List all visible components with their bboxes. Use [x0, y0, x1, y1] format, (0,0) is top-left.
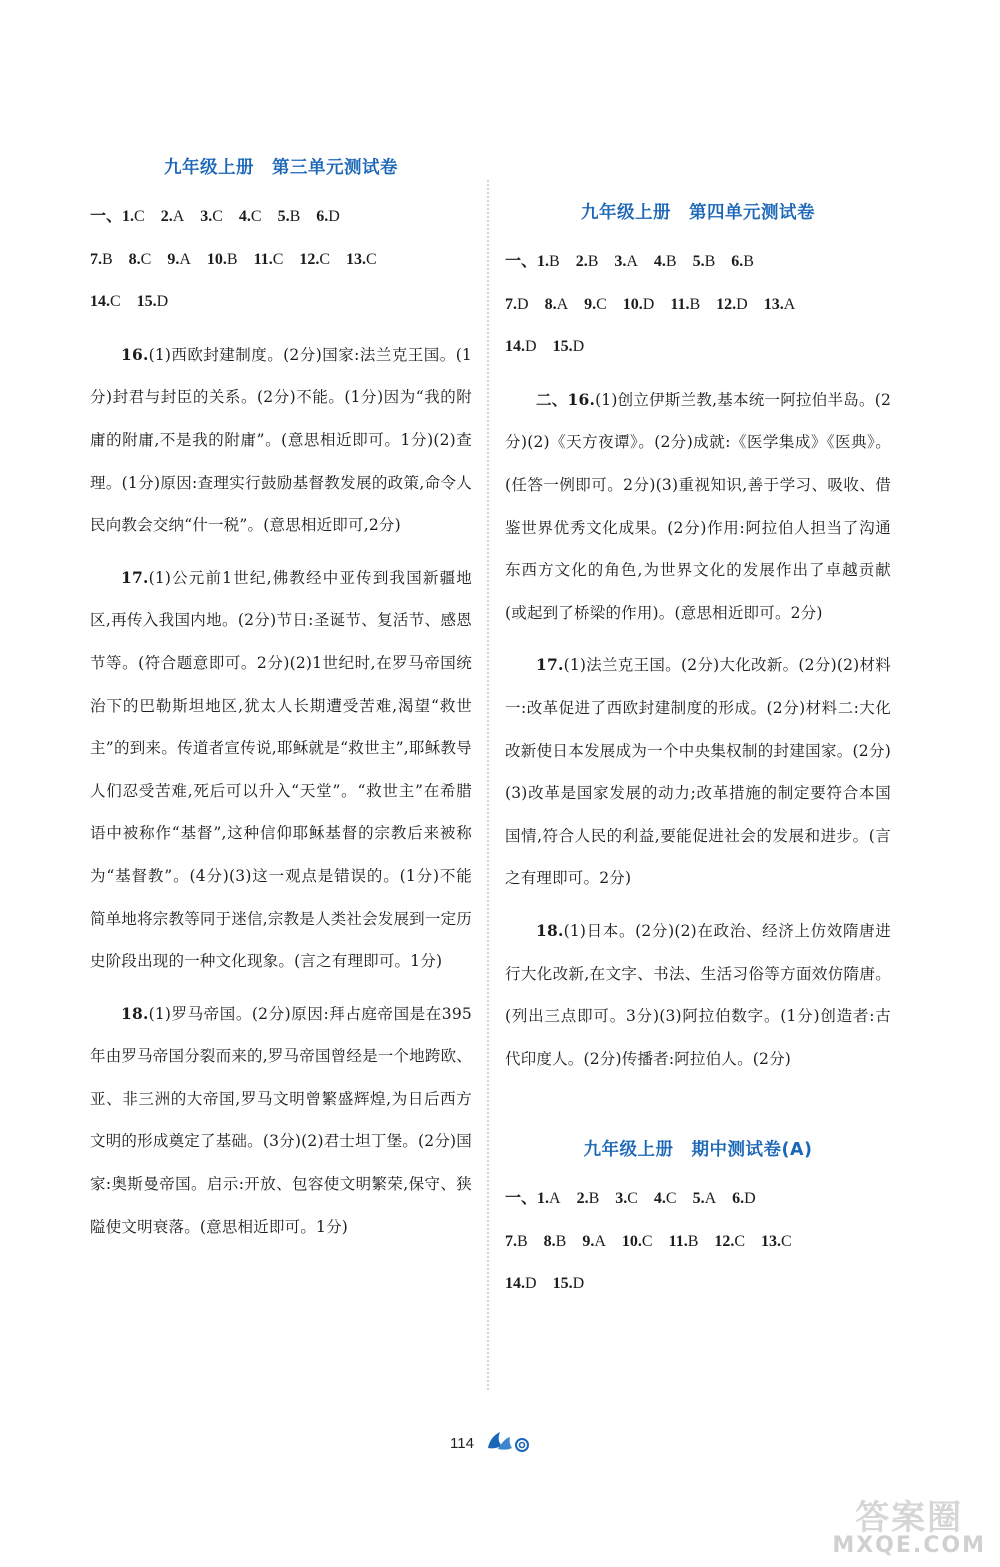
answer-item [669, 1221, 699, 1264]
answer-text: (1)公元前1世纪,佛教经中亚传到我国新疆地区,再传入我国内地。(2分)节日:圣诞节、复活节、感恩节等。(符合题意即可。2分)(2)1世纪时,在罗马帝国统治下的巴勒斯坦地区,犹太人长期遭受苦难,渴望“救世主”的到来。传道者宣传说,耶稣就是“救世主”,耶稣教导人们忍受苦难,死后可以升入“天堂”。“救世主”在希腊语中被称作“基督”,这种信仰耶稣基督的宗教后来被称为“基督教”。(4分)(3)这一观点是错误的。(1分)不能简单地将宗教等同于迷信,宗教是人类社会发展到一定历史阶段出现的一种文化现象。(言之有理即可。1分) [90, 568, 472, 971]
answer-number: 2. [576, 1190, 589, 1208]
answer-item [654, 1178, 677, 1221]
question-number: 18. [121, 1003, 149, 1023]
answer-number: 8. [128, 250, 141, 268]
answer-choice: C [250, 208, 262, 225]
answer-item [716, 284, 748, 327]
answer-item [545, 284, 569, 327]
answer-item [714, 1221, 745, 1264]
answer-choice: C [366, 250, 377, 268]
answer-item [161, 196, 185, 239]
answer-item [731, 241, 754, 284]
page-footer [450, 1428, 532, 1458]
unit3-mc-answers [90, 196, 472, 324]
column-divider [487, 180, 489, 1390]
answer-choice: C [734, 1232, 746, 1250]
answer-row [505, 241, 891, 284]
answer-number: 12. [299, 250, 320, 268]
answer-number: 15. [552, 338, 573, 356]
answer-choice: D [525, 338, 537, 356]
answer-number: 14. [505, 338, 525, 356]
answer-choice: A [179, 250, 191, 268]
answer-choice: B [289, 208, 301, 225]
answer-number: 3. [200, 208, 213, 225]
answer-number: 12. [714, 1232, 735, 1250]
answer-choice: C [596, 295, 607, 313]
question-number: 18. [536, 920, 564, 940]
answer-number: 13. [761, 1232, 782, 1250]
answer-text: (1)西欧封建制度。(2分)国家:法兰克王国。(1分)封君与封臣的关系。(2分)不能。(1分)因为“我的附庸的附庸,不是我的附庸”。(意思相近即可。1分)(2)查理。(1分)原因:查理实行鼓励基督教发展的政策,命令人民向教会交纳“什一税”。(意思相近即可,2分) [90, 345, 472, 535]
answer-row [505, 284, 891, 327]
answer-number: 15. [136, 293, 157, 311]
answer-choice: D [572, 338, 585, 356]
answer-number: 9. [582, 1232, 595, 1250]
bird-swirl-icon [484, 1428, 532, 1458]
answer-item [278, 196, 301, 239]
question-number: 17. [536, 655, 564, 675]
answer-choice: A [549, 1190, 561, 1208]
answer-choice: B [687, 1232, 699, 1250]
answer-item [90, 196, 145, 239]
answer-number: 12. [716, 295, 737, 313]
answer-text: (1)创立伊斯兰教,基本统一阿拉伯半岛。(2分)(2)《天方夜谭》。(2分)成就:《医学集成》《医典》。(任答一例即可。2分)(3)重视知识,善于学习、吸收、借鉴世界优秀文化成果。(2分)作用:阿拉伯人担当了沟通东西方文化的角色,为世界文化的发展作出了卓越贡献(或起到了桥梁的作用)。(意思相近即可。2分) [505, 390, 892, 622]
answer-number: 4. [653, 1190, 666, 1208]
answer-row [505, 1178, 891, 1221]
unit3-q18 [90, 993, 472, 1249]
answer-item [129, 239, 152, 282]
answer-choice: B [704, 253, 716, 270]
answer-item [346, 239, 377, 282]
answer-number: 10. [622, 295, 643, 313]
answer-item [254, 239, 284, 282]
answer-number: 14. [505, 1275, 525, 1293]
answer-number: 4. [238, 208, 251, 225]
answer-choice: B [743, 253, 754, 270]
answer-number: 15. [552, 1275, 573, 1293]
answer-item [623, 284, 655, 327]
answer-item [584, 284, 607, 327]
answer-number: 3. [614, 253, 627, 270]
answer-item [693, 241, 716, 284]
answer-number: 2. [575, 253, 588, 270]
answer-choice: D [328, 208, 340, 225]
answer-choice: B [588, 1190, 600, 1208]
answer-choice: D [744, 1190, 756, 1208]
unit4-heading: 九年级上册 第四单元测试卷 [581, 203, 815, 223]
answer-item [505, 284, 529, 327]
answer-number: 8. [543, 1232, 556, 1250]
answer-item [505, 326, 537, 369]
question-number: 二、16. [536, 389, 596, 409]
watermark [832, 1498, 986, 1558]
answer-number: 14. [90, 293, 110, 311]
unit3-q16 [90, 334, 472, 547]
answer-number: 13. [763, 295, 784, 313]
answer-item [732, 1178, 756, 1221]
answer-number: 13. [346, 250, 367, 268]
answer-item [553, 326, 585, 369]
answer-number: 一、1. [90, 208, 135, 225]
answer-number: 7. [505, 1232, 517, 1250]
answer-item [615, 1178, 638, 1221]
answer-number: 9. [584, 295, 597, 313]
answer-choice: B [226, 250, 238, 268]
answer-row [505, 326, 891, 369]
answer-number: 7. [90, 250, 102, 268]
answer-number: 11. [670, 295, 690, 313]
answer-number: 11. [253, 250, 273, 268]
answer-text: (1)日本。(2分)(2)在政治、经济上仿效隋唐进行大化改新,在文字、书法、生活习俗等方面效仿隋唐。(列出三点即可。3分)(3)阿拉伯数字。(1分)创造者:古代印度人。(2分)传播者:阿拉伯人。(2分) [505, 921, 891, 1068]
answer-number: 6. [732, 1190, 745, 1208]
answer-row [90, 196, 472, 239]
answer-choice: B [102, 250, 113, 268]
answer-item [200, 196, 223, 239]
answer-item [299, 239, 330, 282]
answer-number: 4. [653, 253, 666, 270]
answer-choice: A [172, 208, 185, 225]
answer-item [207, 239, 238, 282]
question-number: 17. [121, 567, 149, 587]
watermark-url: MXQE.COM [832, 1533, 986, 1558]
answer-number: 一、1. [505, 1190, 550, 1208]
answer-item [577, 1178, 600, 1221]
answer-number: 2. [160, 208, 173, 225]
midterm-mc-answers [505, 1178, 891, 1306]
answer-choice: C [665, 1190, 677, 1208]
answer-choice: C [140, 250, 152, 268]
answer-number: 9. [167, 250, 180, 268]
answer-choice: D [517, 295, 529, 313]
answer-choice: C [627, 1190, 638, 1208]
answer-number: 10. [621, 1232, 642, 1250]
answer-item [764, 284, 796, 327]
answer-item [90, 281, 121, 324]
answer-number: 3. [615, 1190, 628, 1208]
answer-row [90, 239, 472, 282]
answer-item [316, 196, 340, 239]
watermark-title: 答案圈 [855, 1498, 964, 1538]
answer-item [670, 284, 700, 327]
unit4-q16 [505, 379, 891, 635]
answer-item [576, 241, 599, 284]
answer-number: 6. [731, 253, 744, 270]
answer-choice: C [134, 208, 145, 225]
answer-choice: A [594, 1232, 606, 1250]
answer-number: 5. [692, 253, 705, 270]
unit4-q18 [505, 910, 891, 1080]
answer-choice: C [319, 250, 331, 268]
left-column [90, 150, 472, 1248]
answer-number: 7. [505, 295, 517, 313]
answer-choice: D [156, 293, 169, 311]
answer-row [505, 1221, 891, 1264]
answer-item [90, 239, 113, 282]
answer-choice: C [272, 250, 284, 268]
answer-choice: C [641, 1232, 653, 1250]
midterm-heading: 九年级上册 期中测试卷(A) [583, 1140, 813, 1161]
answer-item [544, 1221, 567, 1264]
answer-number: 5. [692, 1190, 705, 1208]
answer-item [622, 1221, 653, 1264]
answer-number: 一、1. [505, 253, 550, 270]
answer-choice: D [572, 1275, 585, 1293]
answer-number: 8. [544, 295, 557, 313]
answer-item [239, 196, 262, 239]
answer-choice: C [110, 293, 121, 311]
answer-choice: C [212, 208, 223, 225]
answer-item [505, 241, 560, 284]
answer-item [553, 1263, 585, 1306]
unit3-heading: 九年级上册 第三单元测试卷 [164, 158, 398, 178]
answer-item [654, 241, 677, 284]
answer-choice: A [626, 253, 638, 270]
answer-choice: B [549, 253, 560, 270]
answer-choice: B [555, 1232, 567, 1250]
page-number: 114 [450, 1434, 474, 1452]
answer-item [167, 239, 191, 282]
answer-choice: A [704, 1190, 717, 1208]
answer-number: 11. [668, 1232, 688, 1250]
answer-item [761, 1221, 792, 1264]
answer-text: (1)罗马帝国。(2分)原因:拜占庭帝国是在395年由罗马帝国分裂而来的,罗马帝国曾经是一个地跨欧、亚、非三洲的大帝国,罗马文明曾繁盛辉煌,为日后西方文明的形成奠定了基础。(3分)(2)君士坦丁堡。(2分)国家:奥斯曼帝国。启示:开放、包容使文明繁荣,保守、狭隘使文明衰落。(意思相近即可。1分) [90, 1004, 472, 1236]
answer-item [505, 1178, 561, 1221]
answer-choice: C [781, 1232, 792, 1250]
answer-choice: D [642, 295, 655, 313]
answer-text: (1)法兰克王国。(2分)大化改新。(2分)(2)材料一:改革促进了西欧封建制度的形成。(2分)材料二:大化改新使日本发展成为一个中央集权制的封建国家。(2分)(3)改革是国家发展的动力;改革措施的制定要符合本国国情,符合人民的利益,要能促进社会的发展和进步。(言之有理即可。2分) [505, 656, 891, 888]
answer-row [90, 281, 472, 324]
answer-item [505, 1263, 537, 1306]
answer-choice: B [517, 1232, 528, 1250]
unit3-q17 [90, 557, 472, 983]
answer-choice: D [525, 1275, 537, 1293]
answer-item [505, 1221, 528, 1264]
answer-choice: B [587, 253, 599, 270]
answer-choice: A [783, 295, 796, 313]
answer-row [505, 1263, 891, 1306]
answer-item [693, 1178, 717, 1221]
answer-item [582, 1221, 606, 1264]
answer-choice: D [736, 295, 748, 313]
answer-number: 10. [206, 250, 227, 268]
unit4-q17 [505, 644, 891, 900]
question-number: 16. [121, 344, 149, 364]
answer-number: 5. [277, 208, 290, 225]
answer-number: 6. [316, 208, 329, 225]
answer-item [614, 241, 638, 284]
answer-item [137, 281, 169, 324]
answer-choice: A [556, 295, 569, 313]
right-column [505, 195, 891, 1306]
answer-choice: B [689, 295, 701, 313]
unit4-mc-answers [505, 241, 891, 369]
answer-choice: B [665, 253, 677, 270]
